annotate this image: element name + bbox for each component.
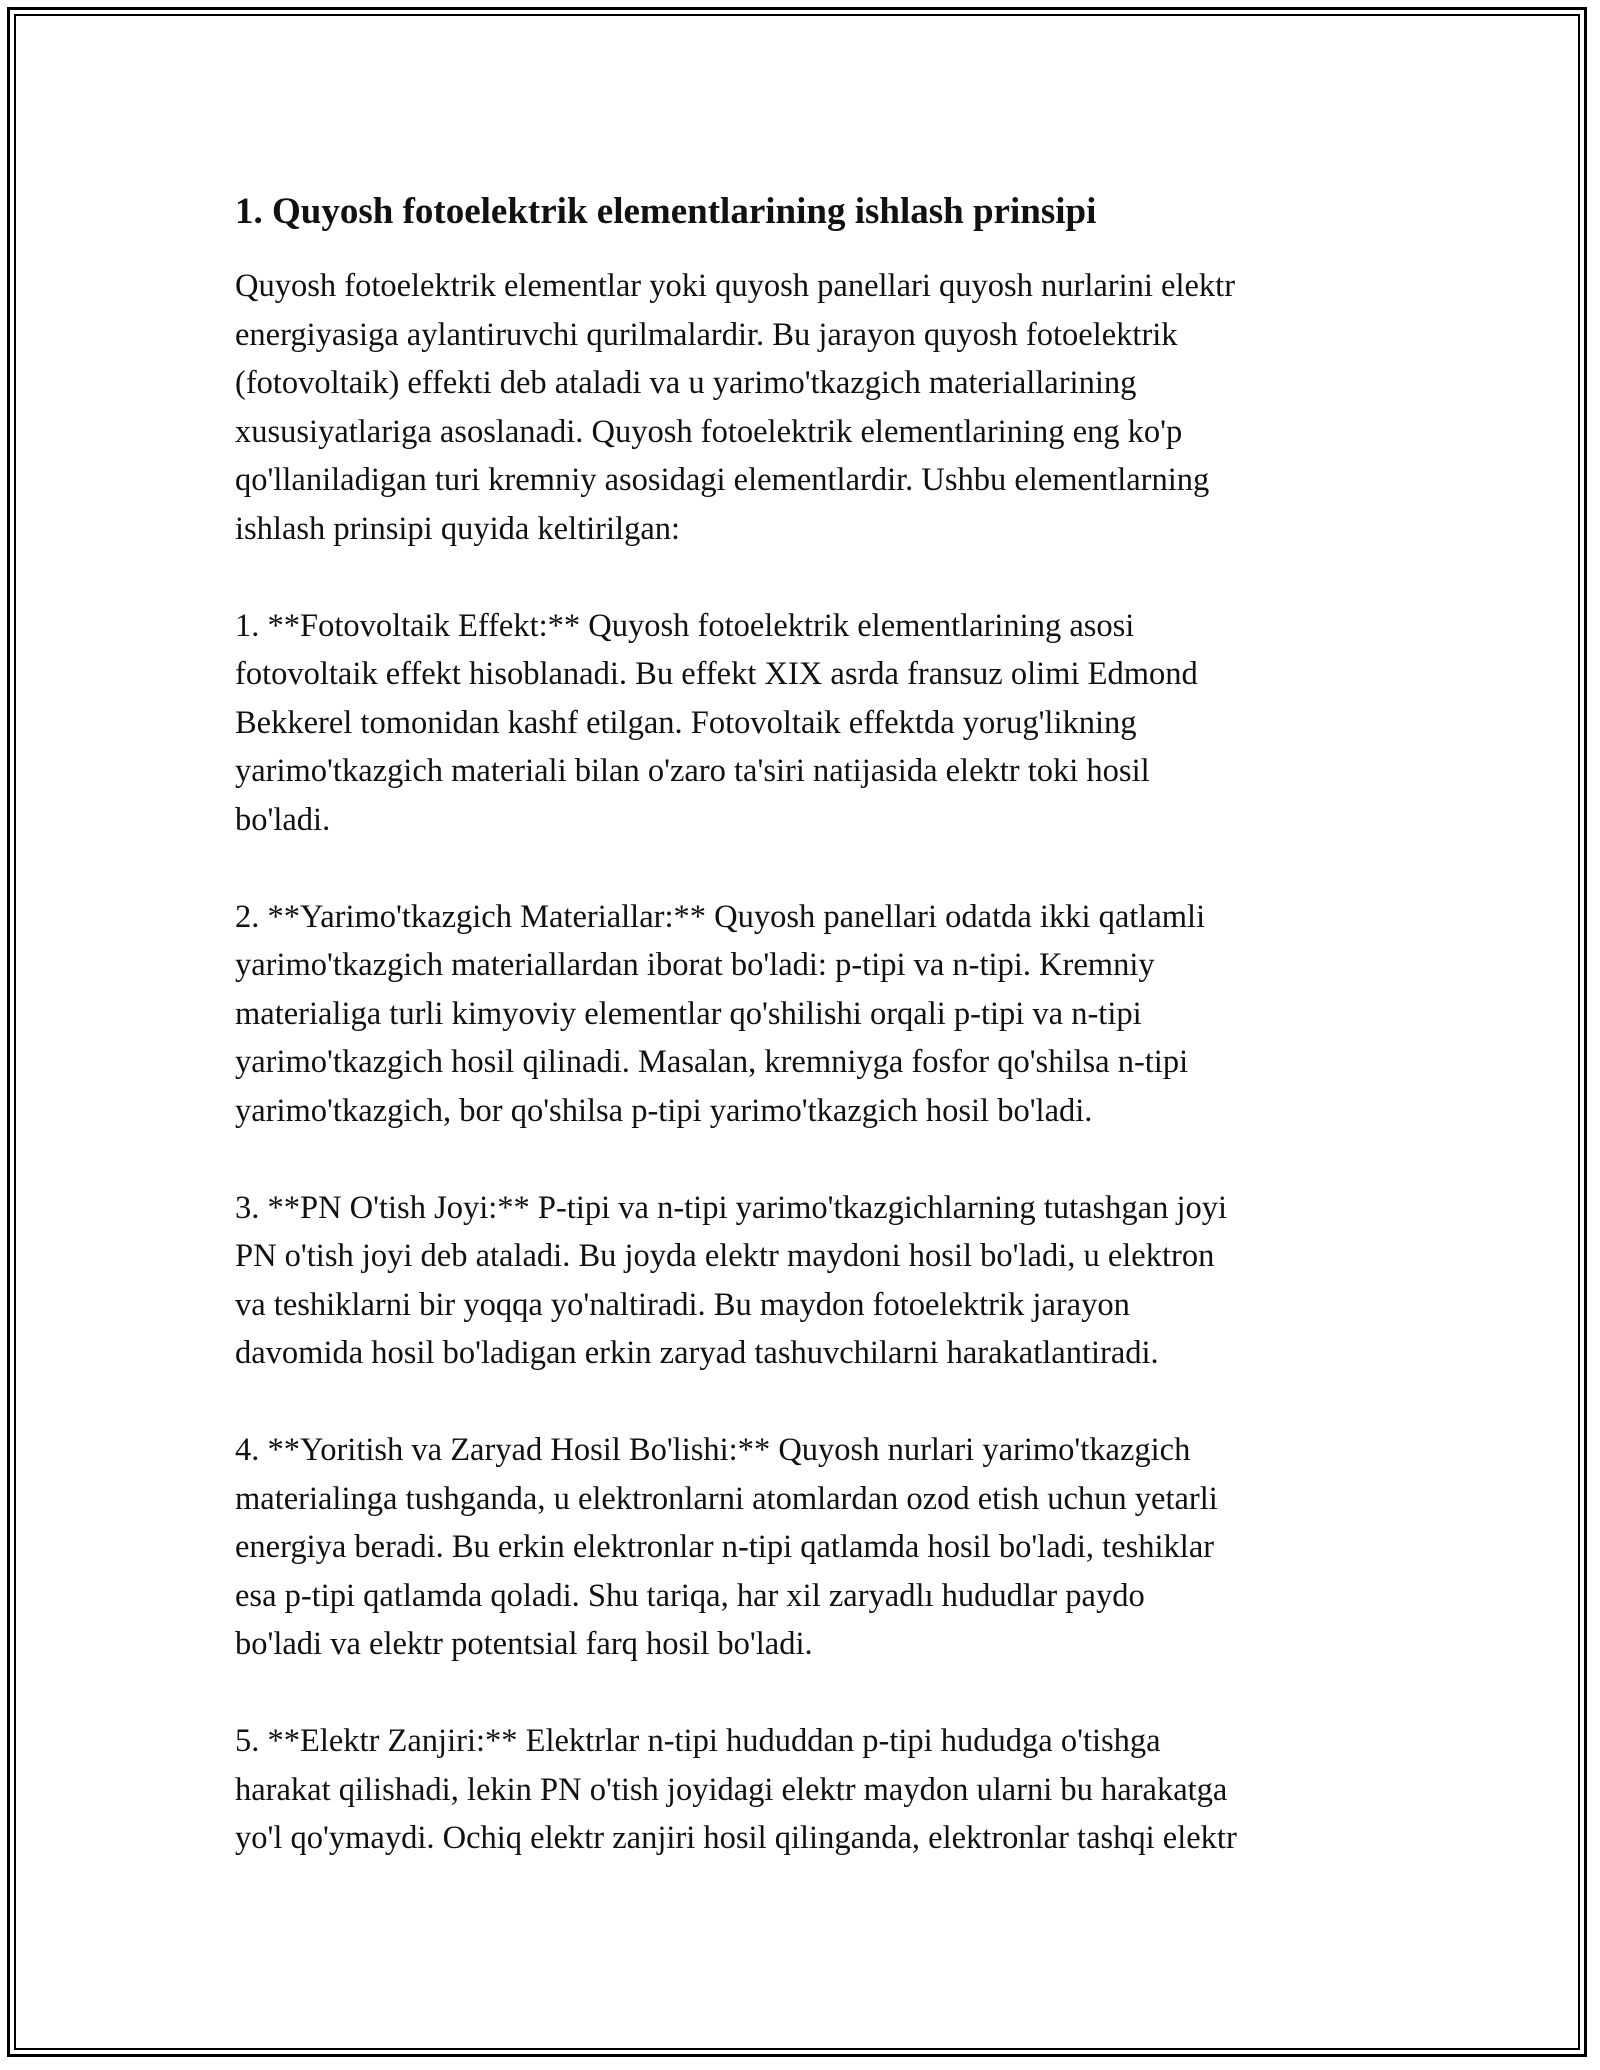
paragraph-item-4 — [235, 1426, 1375, 1669]
text-line: xususiyatlariga asoslanadi. Quyosh fotoelektrik elementlarining eng ko'p — [235, 413, 1183, 450]
text-line: energiyasiga aylantiruvchi qurilmalardir. Bu jarayon quyosh fotoelektrik — [235, 316, 1178, 353]
text-line: PN o'tish joyi deb ataladi. Bu joyda elektr maydoni hosil bo'ladi, u elektron — [235, 1238, 1215, 1274]
text-line: bo'ladi. — [235, 801, 331, 838]
paragraph-item-1 — [235, 602, 1375, 845]
text-line: 1. **Fotovoltaik Effekt:** Quyosh fotoelektrik elementlarining asosi — [235, 607, 1135, 644]
paragraph-item-3 — [235, 1184, 1375, 1378]
document-title: 1. Quyosh fotoelektrik elementlarining ishlash prinsipi — [235, 191, 1097, 232]
text-line: energiya beradi. Bu erkin elektronlar n-tipi qatlamda hosil bo'ladi, teshiklar — [235, 1529, 1215, 1565]
text-line: materialiga turli kimyoviy elementlar qo'shilishi orqali p-tipi va n-tipi — [235, 995, 1142, 1032]
text-line: materialinga tushganda, u elektronlarni atomlardan ozod etish uchun yetarli — [235, 1480, 1218, 1517]
paragraph-item-2 — [235, 893, 1375, 1136]
text-line: esa p-tipi qatlamda qoladi. Shu tariqa, har xil zaryadlı hududlar paydo — [235, 1577, 1145, 1614]
text-line: davomida hosil bo'ladigan erkin zaryad tashuvchilarni harakatlantiradi. — [235, 1335, 1159, 1371]
text-line: Quyosh fotoelektrik elementlar yoki quyosh panellari quyosh nurlarini elektr — [235, 268, 1236, 304]
text-line: Bekkerel tomonidan kashf etilgan. Fotovoltaik effektda yorug'likning — [235, 704, 1137, 741]
text-line: yo'l qo'ymaydi. Ochiq elektr zanjiri hosil qilinganda, elektronlar tashqi elektr — [235, 1820, 1237, 1856]
text-line: 3. **PN O'tish Joyi:** P-tipi va n-tipi yarimo'tkazgichlarning tutashgan joyi — [235, 1189, 1228, 1226]
text-line: yarimo'tkazgich hosil qilinadi. Masalan, kremniyga fosfor qo'shilsa n-tipi — [235, 1044, 1189, 1080]
text-line: ishlash prinsipi quyida keltirilgan: — [235, 510, 681, 547]
text-line: yarimo'tkazgich materiali bilan o'zaro ta'siri natijasida elektr toki hosil — [235, 753, 1150, 789]
paragraph-item-5 — [235, 1717, 1375, 1863]
text-line: qo'llaniladigan turi kremniy asosidagi elementlardir. Ushbu elementlarning — [235, 462, 1210, 498]
text-line: bo'ladi va elektr potentsial farq hosil bo'ladi. — [235, 1626, 813, 1662]
text-line: va teshiklarni bir yoqqa yo'naltiradi. Bu maydon fotoelektrik jarayon — [235, 1286, 1130, 1323]
paragraph-intro — [235, 262, 1375, 553]
text-line: 5. **Elektr Zanjiri:** Elektrlar n-tipi hududdan p-tipi hududga o'tishga — [235, 1723, 1161, 1759]
text-line: 2. **Yarimo'tkazgich Materiallar:** Quyosh panellari odatda ikki qatlamli — [235, 898, 1206, 935]
text-line: fotovoltaik effekt hisoblanadi. Bu effekt XIX asrda fransuz olimi Edmond — [235, 656, 1198, 692]
text-line: 4. **Yoritish va Zaryad Hosil Bo'lishi:** Quyosh nurlari yarimo'tkazgich — [235, 1432, 1191, 1468]
text-line: harakat qilishadi, lekin PN o'tish joyidagi elektr maydon ularni bu harakatga — [235, 1771, 1228, 1808]
text-line: yarimo'tkazgich, bor qo'shilsa p-tipi yarimo'tkazgich hosil bo'ladi. — [235, 1092, 1093, 1129]
document-page — [235, 186, 1375, 1911]
text-line: (fotovoltaik) effekti deb ataladi va u yarimo'tkazgich materiallarining — [235, 365, 1137, 401]
text-line: yarimo'tkazgich materiallardan iborat bo'ladi: p-tipi va n-tipi. Kremniy — [235, 947, 1155, 983]
